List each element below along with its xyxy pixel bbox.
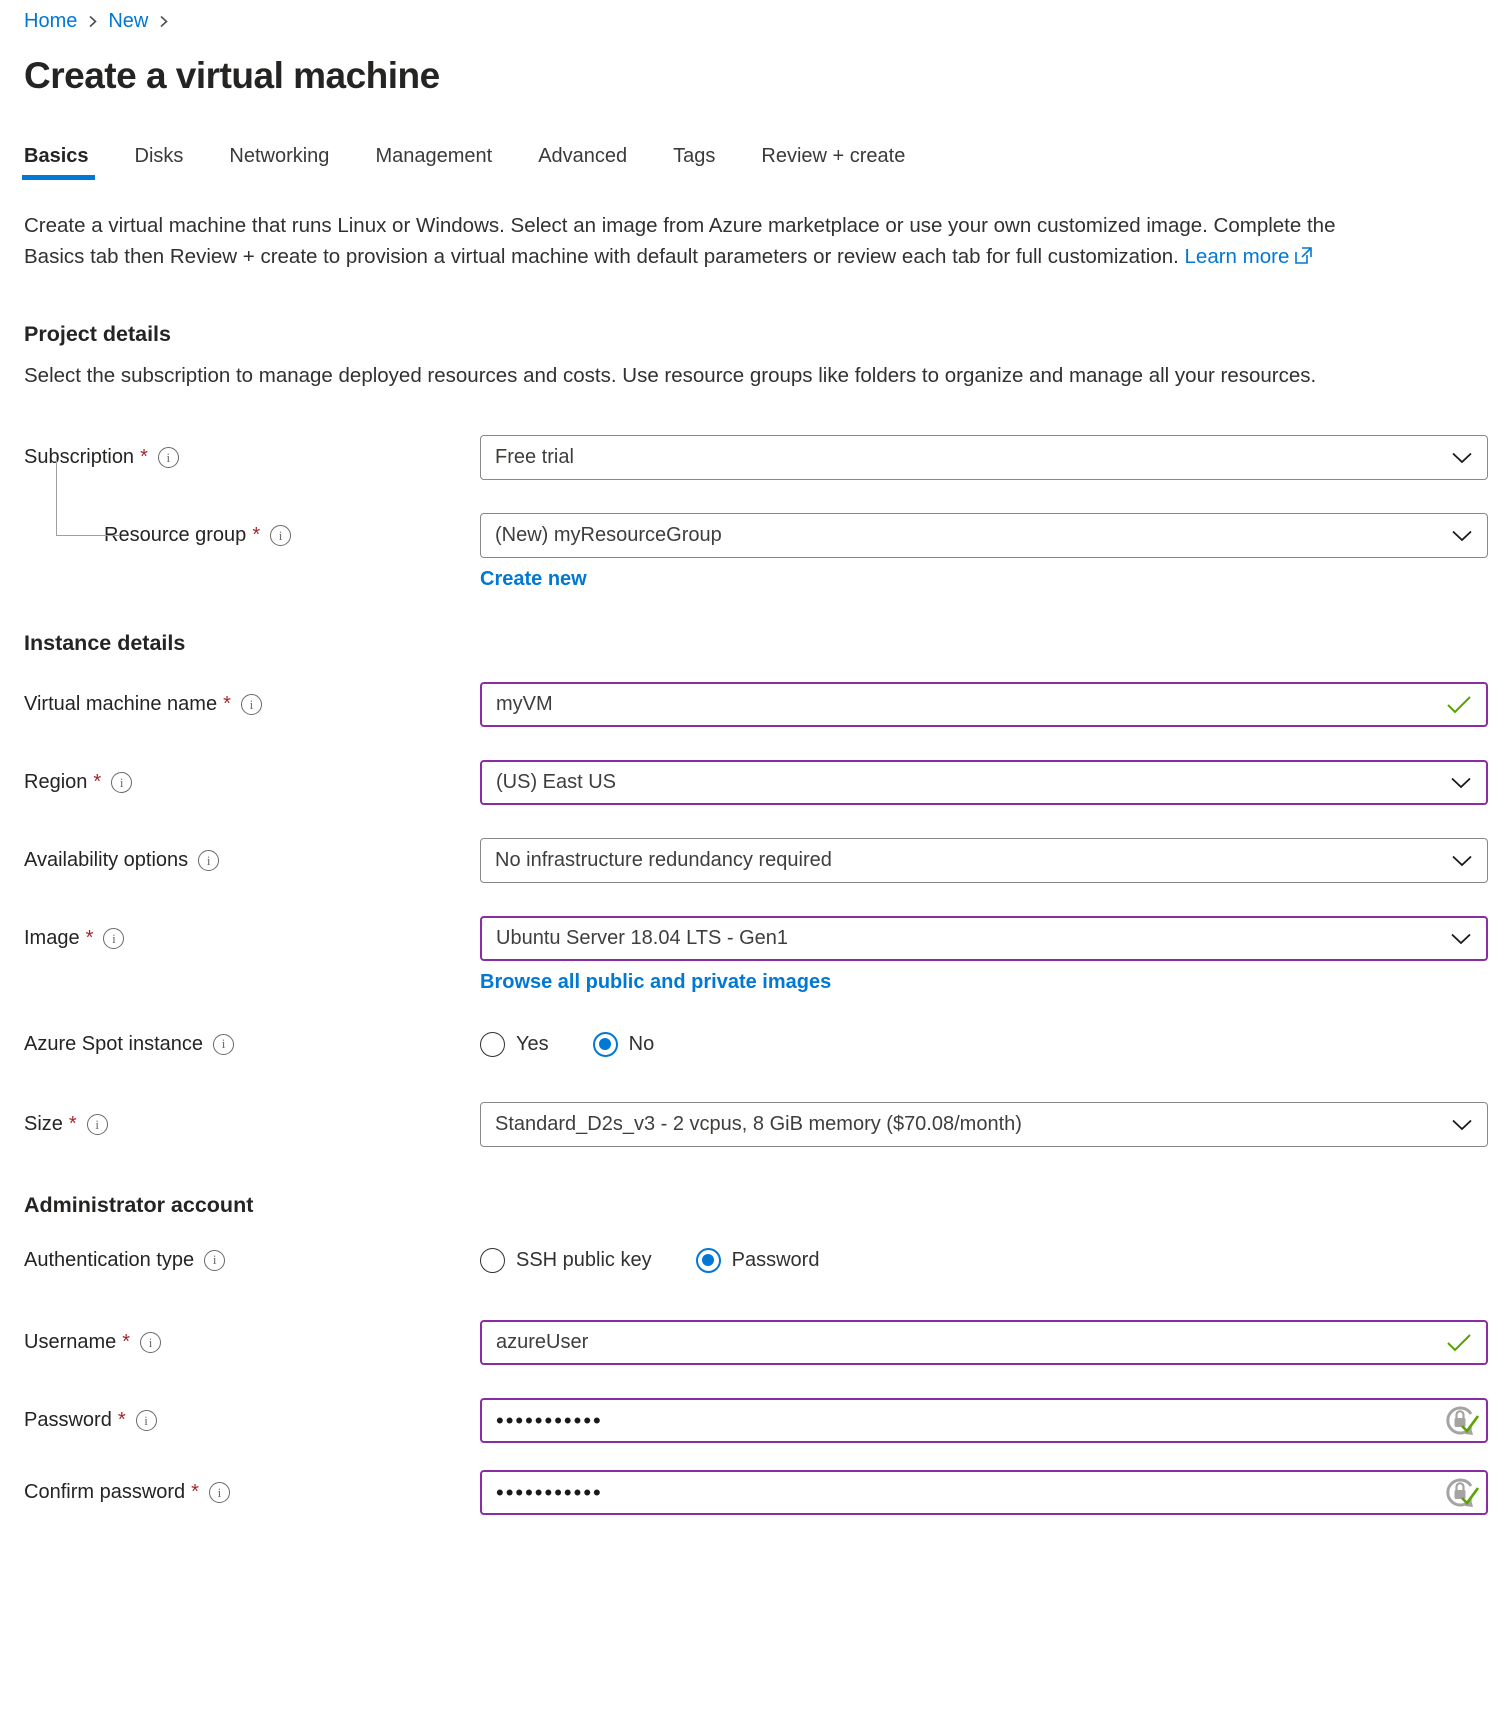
username-input[interactable] <box>480 1320 1488 1365</box>
image-label: Image <box>24 927 80 949</box>
region-dropdown[interactable] <box>480 760 1488 805</box>
confirm-password-label-group <box>24 1481 480 1504</box>
required-asterisk: * <box>223 693 231 715</box>
spot-radio-group <box>480 1032 1488 1057</box>
image-label-group <box>24 927 480 950</box>
info-icon[interactable]: i <box>198 850 219 871</box>
info-icon[interactable]: i <box>103 928 124 949</box>
required-asterisk: * <box>93 771 102 793</box>
breadcrumb-home[interactable]: Home <box>24 10 78 32</box>
page-title: Create a virtual machine <box>24 55 440 96</box>
radio-unselected-icon <box>480 1248 505 1273</box>
region-label-group <box>24 771 480 794</box>
breadcrumb-new[interactable]: New <box>108 10 149 32</box>
confirm-password-input[interactable] <box>480 1470 1488 1515</box>
password-label: Password <box>24 1409 112 1431</box>
info-icon[interactable]: i <box>209 1482 230 1503</box>
auth-type-label-group <box>24 1249 480 1272</box>
tab-bar <box>24 145 1488 180</box>
browse-images-link[interactable]: Browse all public and private images <box>480 971 832 993</box>
browse-images-row <box>24 971 1488 994</box>
tab-management[interactable]: Management <box>375 145 493 167</box>
password-lock-check-icon <box>1440 1401 1480 1441</box>
required-asterisk: * <box>252 524 261 546</box>
spot-yes-label: Yes <box>516 1032 549 1055</box>
auth-ssh-label: SSH public key <box>516 1248 652 1271</box>
intro-body: Create a virtual machine that runs Linux or Windows. Select an image from Azure marketplace or use your own customized image. Complete the Basics tab then Review + create to provision a virtual machine with default parameters or review each tab for full customization. <box>24 214 1336 268</box>
region-label: Region <box>24 771 88 793</box>
image-dropdown[interactable] <box>480 916 1488 961</box>
confirm-password-row <box>24 1470 1488 1515</box>
availability-label-group <box>24 849 480 872</box>
spot-label: Azure Spot instance <box>24 1032 203 1055</box>
resource-group-row <box>24 513 1488 558</box>
tab-basics[interactable]: Basics <box>24 145 89 180</box>
auth-radio-password[interactable] <box>696 1248 820 1273</box>
required-asterisk: * <box>191 1481 199 1503</box>
subscription-value: Free trial <box>495 446 574 468</box>
info-icon[interactable]: i <box>270 525 291 546</box>
availability-row <box>24 838 1488 883</box>
size-row <box>24 1102 1488 1147</box>
size-dropdown[interactable] <box>480 1102 1488 1147</box>
auth-password-label: Password <box>731 1248 820 1271</box>
resource-group-dropdown[interactable] <box>480 513 1488 558</box>
subscription-row <box>24 435 1488 480</box>
confirm-password-value: ••••••••••• <box>496 1479 603 1505</box>
breadcrumb <box>24 10 1488 33</box>
vm-name-input[interactable] <box>480 682 1488 727</box>
password-label-group <box>24 1409 480 1432</box>
required-asterisk: * <box>85 927 94 949</box>
auth-type-label: Authentication type <box>24 1248 195 1271</box>
info-icon[interactable]: i <box>111 772 132 793</box>
vm-name-label-group <box>24 693 480 716</box>
password-lock-check-icon <box>1440 1473 1480 1513</box>
vm-name-value: myVM <box>496 693 553 715</box>
chevron-down-icon <box>1451 854 1473 868</box>
chevron-down-icon <box>1450 776 1472 790</box>
availability-dropdown[interactable] <box>480 838 1488 883</box>
chevron-down-icon <box>1451 451 1473 465</box>
valid-check-icon <box>1446 695 1472 715</box>
image-value: Ubuntu Server 18.04 LTS - Gen1 <box>496 927 789 949</box>
section-admin-account: Administrator account <box>24 1193 254 1217</box>
password-row <box>24 1398 1488 1443</box>
radio-selected-icon <box>696 1248 721 1273</box>
spot-label-group <box>24 1033 480 1056</box>
chevron-right-icon <box>158 14 169 29</box>
auth-type-row <box>24 1240 1488 1280</box>
availability-label: Availability options <box>24 849 189 871</box>
learn-more-label: Learn more <box>1184 245 1290 268</box>
create-new-link[interactable]: Create new <box>480 568 587 590</box>
info-icon[interactable]: i <box>241 694 262 715</box>
region-row <box>24 760 1488 805</box>
chevron-down-icon <box>1451 1118 1473 1132</box>
info-icon[interactable]: i <box>204 1250 225 1271</box>
intro-text <box>24 210 1369 274</box>
confirm-password-label: Confirm password <box>24 1481 186 1503</box>
region-value: (US) East US <box>496 771 617 793</box>
subscription-dropdown[interactable] <box>480 435 1488 480</box>
info-icon[interactable]: i <box>136 1410 157 1431</box>
chevron-right-icon <box>87 14 98 29</box>
tab-disks[interactable]: Disks <box>134 145 184 167</box>
radio-unselected-icon <box>480 1032 505 1057</box>
vm-name-row <box>24 682 1488 727</box>
info-icon[interactable]: i <box>213 1034 234 1055</box>
radio-selected-icon <box>593 1032 618 1057</box>
hierarchy-connector-line <box>56 457 120 536</box>
size-label: Size <box>24 1113 63 1135</box>
external-link-icon <box>1294 243 1313 274</box>
username-label: Username <box>24 1331 117 1353</box>
auth-radio-ssh[interactable] <box>480 1248 652 1273</box>
spot-no-label: No <box>628 1032 655 1055</box>
availability-value: No infrastructure redundancy required <box>495 849 832 871</box>
spot-radio-no[interactable] <box>593 1032 655 1057</box>
required-asterisk: * <box>68 1113 77 1135</box>
spot-instance-row <box>24 1024 1488 1064</box>
required-asterisk: * <box>117 1409 126 1431</box>
username-row <box>24 1320 1488 1365</box>
learn-more-link[interactable] <box>1185 245 1314 268</box>
password-value: ••••••••••• <box>496 1407 603 1433</box>
info-icon[interactable]: i <box>158 447 179 468</box>
chevron-down-icon <box>1450 932 1472 946</box>
info-icon[interactable]: i <box>140 1332 161 1353</box>
section-instance-details: Instance details <box>24 631 186 655</box>
required-asterisk: * <box>122 1331 131 1353</box>
resource-group-label: Resource group <box>104 524 247 546</box>
project-details-description: Select the subscription to manage deployed resources and costs. Use resource groups like folders to organize and manage all your resources. <box>24 364 1317 387</box>
username-value: azureUser <box>496 1331 589 1353</box>
password-input[interactable] <box>480 1398 1488 1443</box>
create-new-row <box>24 568 1488 591</box>
size-value: Standard_D2s_v3 - 2 vcpus, 8 GiB memory ($70.08/month) <box>495 1113 1022 1135</box>
auth-type-radio-group <box>480 1248 1488 1273</box>
vm-name-label: Virtual machine name <box>24 693 218 715</box>
resource-group-value: (New) myResourceGroup <box>495 524 722 546</box>
size-label-group <box>24 1113 480 1136</box>
tab-advanced[interactable]: Advanced <box>538 145 628 167</box>
section-project-details: Project details <box>24 322 171 346</box>
tab-review-create[interactable]: Review + create <box>761 145 906 167</box>
valid-check-icon <box>1446 1333 1472 1353</box>
spot-radio-yes[interactable] <box>480 1032 549 1057</box>
username-label-group <box>24 1331 480 1354</box>
subscription-label: Subscription <box>24 446 135 468</box>
tab-tags[interactable]: Tags <box>673 145 716 167</box>
image-row <box>24 916 1488 961</box>
required-asterisk: * <box>140 446 148 468</box>
tab-networking[interactable]: Networking <box>229 145 330 167</box>
info-icon[interactable]: i <box>87 1114 108 1135</box>
chevron-down-icon <box>1451 529 1473 543</box>
